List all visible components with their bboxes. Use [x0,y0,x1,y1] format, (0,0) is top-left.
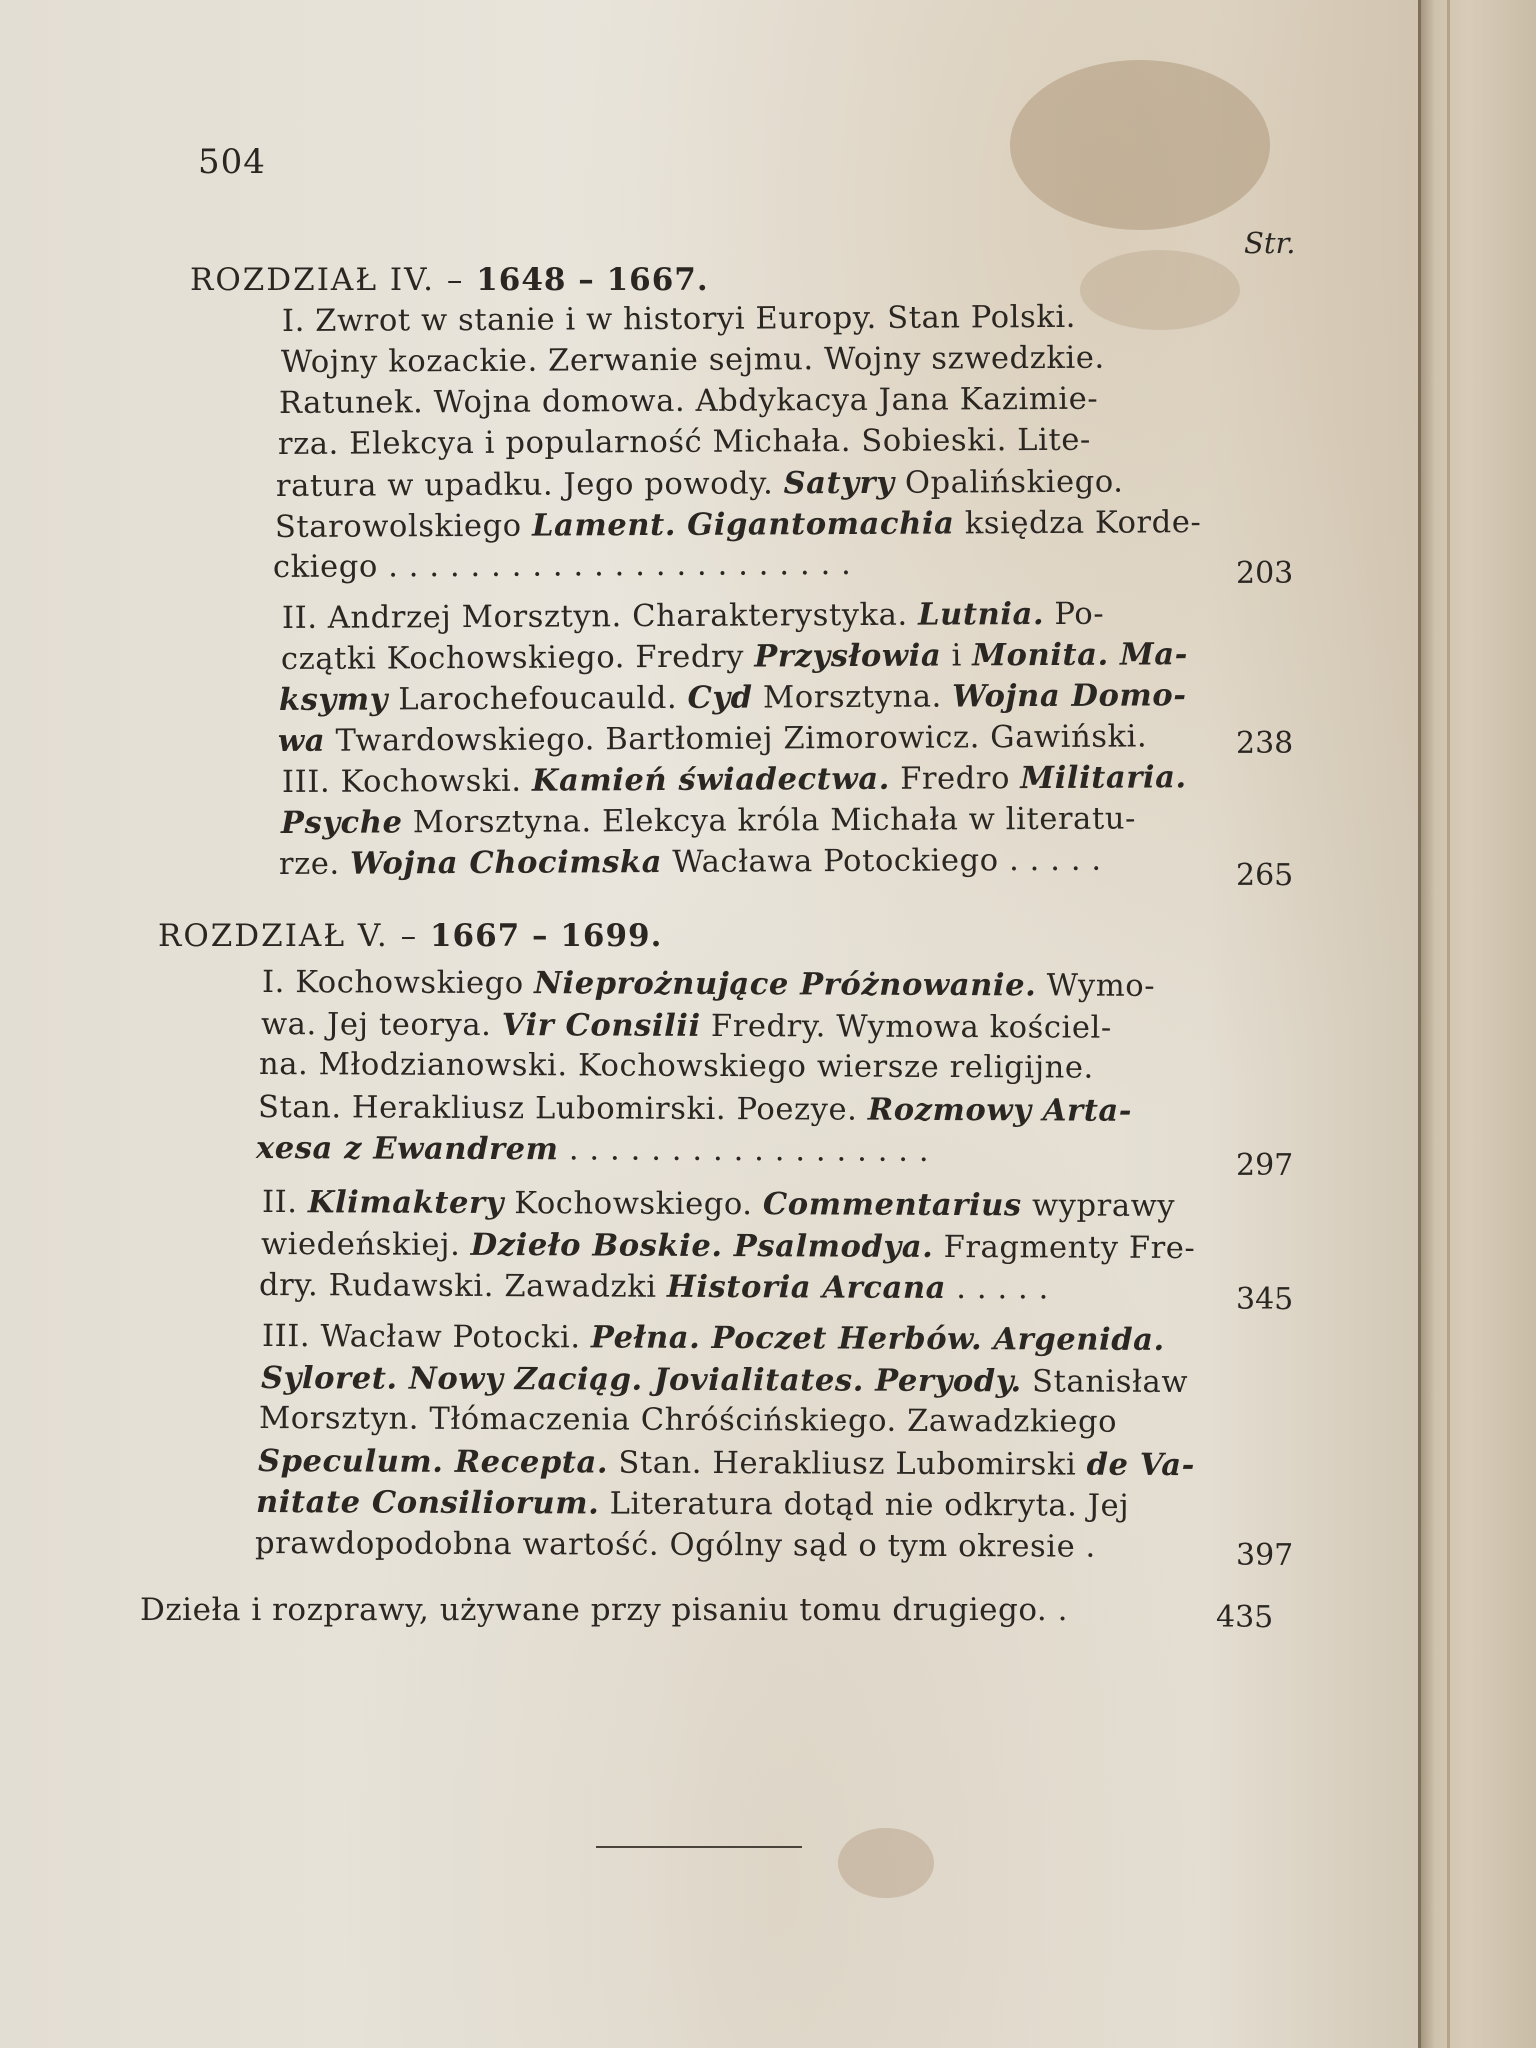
toc-line: Syloret. Nowy Zaciąg. Jovialitates. Peryody. Stanisław [260,1359,1188,1400]
toc-line: wiedeńskiej. Dzieło Boskie. Psalmodya. Fragmenty Fre- [260,1226,1195,1266]
work-title: Pełna. Poczet Herbów. Argenida. [590,1319,1165,1358]
toc-page-number: 345 [1236,1282,1294,1317]
work-title: nitate Consiliorum. [255,1484,600,1522]
work-title: Commentarius [762,1186,1022,1224]
toc-line: III. Kochowski. Kamień świadectwa. Fredro Militaria. [281,759,1187,800]
toc-line: Stan. Herakliusz Lubomirski. Poezye. Rozmowy Arta- [257,1089,1132,1129]
toc-page-number: 203 [1236,556,1294,591]
chapter-label: ROZDZIAŁ V. – [158,918,430,954]
toc-line: Ratunek. Wojna domowa. Abdykacya Jana Kazimie- [278,381,1099,421]
toc-line: III. Wacław Potocki. Pełna. Poczet Herbów. Argenida. [261,1319,1165,1358]
toc-line: rza. Elekcya i popularność Michała. Sobieski. Lite- [277,422,1091,462]
work-title: Kamień świadectwa. [531,760,890,799]
work-title: Syloret. Nowy Zaciąg. Jovialitates. Peryody. [260,1359,1022,1399]
work-title: Speculum. Recepta. [257,1442,608,1481]
toc-page-number: 265 [1236,858,1294,893]
work-title: Rozmowy Arta- [867,1091,1132,1129]
work-title: ery [448,1184,505,1222]
toc-page-number: 297 [1236,1148,1294,1183]
toc-line: nitate Consiliorum. Literatura dotąd nie odkryta. Jej [255,1484,1130,1524]
toc-line: ckiego . . . . . . . . . . . . . . . . . . . . . . . [272,546,852,585]
toc-line: ksymy Larochefoucauld. Cyd Morsztyna. Wojna Domo- [278,677,1187,718]
toc-line: wa. Jej teorya. Vir Consilii Fredry. Wymowa kościel- [260,1006,1112,1046]
chapter-heading [190,262,709,298]
work-title: Nieprożnujące Próżnowanie. [534,965,1037,1004]
work-title: Wojna Domo- [952,677,1187,715]
work-title: Lament. Gigantomachia [531,505,955,544]
toc-line: Morsztyn. Tłómaczenia Chróścińskiego. Zawadzkiego [258,1401,1118,1440]
toc-page-number: 238 [1236,726,1294,761]
chapter-label: ROZDZIAŁ IV. – [190,262,477,298]
work-title: Historia Arcana [666,1268,947,1306]
toc-page-number: 397 [1236,1538,1294,1573]
toc-line: Psyche Morsztyna. Elekcya króla Michała w literatu- [280,801,1136,841]
toc-line: prawdopodobna wartość. Ogólny sąd o tym okresie . [254,1525,1096,1565]
toc-line: II. Andrzej Morsztyn. Charakterystyka. Lutnia. Po- [281,596,1105,636]
work-title: ksymy [278,681,389,718]
work-title: wa [277,722,325,759]
toc-line: Starowolskiego Lament. Gigantomachia księdza Korde- [274,505,1201,545]
work-title: Monita. Ma- [971,636,1188,674]
work-title: Satyry [783,464,895,502]
work-title: Dzieło Boskie. Psalmodya. [470,1226,933,1265]
toc-line: dry. Rudawski. Zawadzki Historia Arcana . . . . . [258,1268,1050,1307]
chapter-years: 1667 – 1699. [429,918,663,954]
toc-line: I. Kochowskiego Nieprożnujące Próżnowanie. Wymo- [261,965,1156,1004]
works-used-entry: Dzieła i rozprawy, używane przy pisaniu tomu drugiego. . [140,1592,1068,1628]
toc-line: czątki Kochowskiego. Fredry Przysłowia i Monita. Ma- [280,636,1188,677]
work-title: Lutnia. [917,596,1045,633]
toc-line: Speculum. Recepta. Stan. Herakliusz Lubomirski de Va- [257,1442,1195,1483]
work-title: de Va- [1086,1446,1195,1483]
page-column-header: Str. [1244,226,1296,260]
work-title: Militaria. [1020,759,1187,797]
page-number: 504 [198,142,266,182]
toc-line: I. Zwrot w stanie i w historyi Europy. Stan Polski. [281,299,1077,339]
toc-line: na. Młodzianowski. Kochowskiego wiersze religijne. [258,1047,1094,1086]
work-title: Cyd [687,679,753,716]
toc-line: xesa z Ewandrem . . . . . . . . . . . . . . . . . . [255,1130,930,1169]
toc-line: II. Klimaktery Kochowskiego. Commentarius wyprawy [261,1184,1176,1224]
work-title: Przysłowia [753,637,941,675]
work-title: Psyche [280,804,403,841]
toc-line: wa Twardowskiego. Bartłomiej Zimorowicz. Gawiński. [277,719,1147,759]
work-title: xesa z Ewandrem [255,1130,559,1168]
work-title: Wojna Chocimska [349,843,663,882]
next-page-edge [1418,0,1536,2048]
works-used-page: 435 [1216,1600,1274,1635]
toc-line: Wojny kozackie. Zerwanie sejmu. Wojny szwedzkie. [280,340,1105,380]
closing-rule [596,1846,802,1848]
work-title: Klimakt [307,1184,450,1221]
work-title: Vir Consilii [501,1006,701,1044]
chapter-heading [158,918,662,954]
chapter-years: 1648 – 1667. [476,262,709,298]
toc-line: ratura w upadku. Jego powody. Satyry Opalińskiego. [275,464,1124,504]
toc-line: rze. Wojna Chocimska Wacława Potockiego . . . . . [278,842,1102,882]
